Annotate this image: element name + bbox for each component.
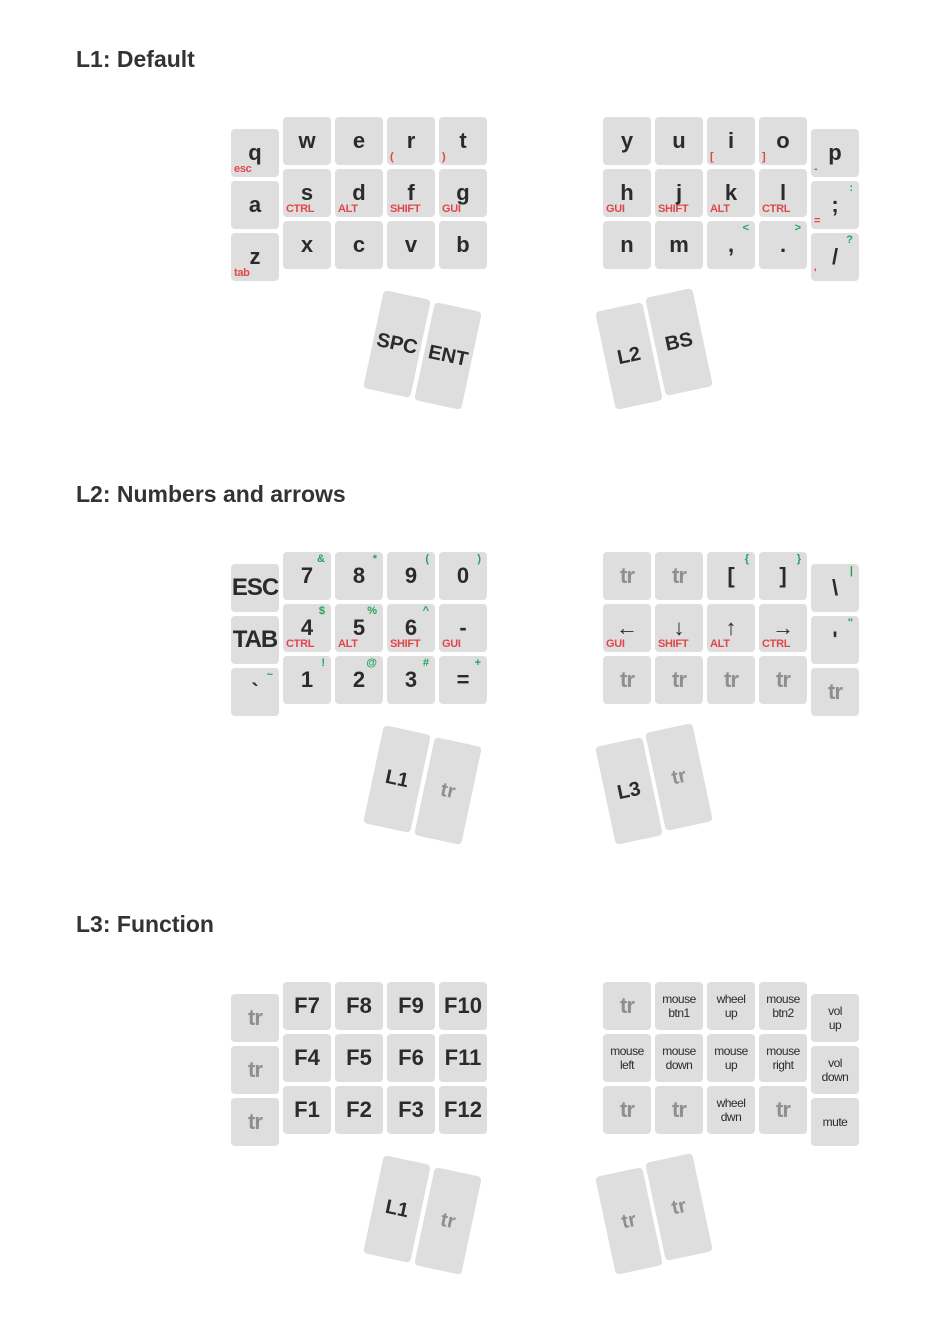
key-left-r0-c4 — [439, 982, 487, 1030]
key-label: a — [248, 192, 262, 217]
key-label: tr — [828, 679, 842, 704]
key-hold-label: ALT — [338, 638, 358, 650]
key-label: tr — [248, 1109, 262, 1134]
key-label: mouse right — [766, 1044, 800, 1072]
key-right-r1-c3 — [759, 1034, 807, 1082]
key-right-r2-c0 — [603, 1086, 651, 1134]
key-label: u — [672, 128, 686, 153]
key-label: 8 — [352, 563, 366, 588]
key-hold-label: SHIFT — [658, 638, 689, 650]
thumb-key-label: L1 — [383, 1195, 411, 1223]
key-right-r1-c2 — [707, 169, 755, 217]
key-label: ; — [831, 192, 839, 217]
key-right-r0-c3 — [759, 552, 807, 600]
key-left-r1-c4 — [439, 1034, 487, 1082]
key-right-r0-c4 — [811, 994, 859, 1042]
key-right-r1-c3 — [759, 604, 807, 652]
key-hold-label: GUI — [606, 638, 625, 650]
key-label: j — [675, 180, 683, 205]
key-left-r0-c1 — [283, 117, 331, 165]
key-left-r2-c1 — [283, 1086, 331, 1134]
key-right-r2-c1 — [655, 221, 703, 269]
key-hold-label: CTRL — [286, 638, 315, 650]
layer-2 — [0, 435, 945, 865]
key-left-r1-c2 — [335, 169, 383, 217]
key-left-r2-c1 — [283, 656, 331, 704]
key-right-r0-c1 — [655, 552, 703, 600]
key-right-r0-c2 — [707, 117, 755, 165]
key-hold-label: ALT — [710, 638, 730, 650]
key-left-r2-c2 — [335, 656, 383, 704]
key-label: F4 — [294, 1045, 320, 1070]
layer-title: L3: Function — [76, 911, 214, 937]
key-right-r0-c3 — [759, 117, 807, 165]
key-left-r2-c2 — [335, 1086, 383, 1134]
key-label: \ — [831, 575, 839, 600]
key-label: wheel dwn — [716, 1096, 746, 1124]
key-label: ← — [616, 615, 638, 640]
key-label: F3 — [398, 1097, 424, 1122]
key-shift-label: # — [422, 657, 429, 669]
key-label: v — [404, 232, 418, 257]
key-left-r1-c4 — [439, 604, 487, 652]
key-label: 9 — [404, 563, 418, 588]
key-label: 2 — [352, 667, 366, 692]
key-label: F10 — [444, 993, 482, 1018]
key-label: tr — [248, 1005, 262, 1030]
key-label: F11 — [444, 1045, 482, 1070]
thumb-key-label: BS — [663, 328, 695, 356]
key-label: n — [620, 232, 634, 257]
thumb-key-label: tr — [619, 1208, 639, 1234]
key-label: 7 — [300, 563, 314, 588]
key-label: tr — [620, 667, 634, 692]
key-right-r0-c4 — [811, 129, 859, 177]
key-label: 0 — [456, 563, 470, 588]
key-shift-label: > — [794, 222, 801, 234]
key-shift-label: ? — [846, 234, 853, 246]
key-label: 4 — [300, 615, 314, 640]
thumb-key-label: tr — [669, 764, 689, 790]
key-left-r2-c3 — [387, 656, 435, 704]
key-label: 6 — [404, 615, 418, 640]
key-hold-label: GUI — [442, 203, 461, 215]
key-right-r1-c4 — [811, 616, 859, 664]
key-shift-label: @ — [366, 657, 377, 669]
key-label: . — [779, 232, 787, 257]
key-label: ESC — [231, 574, 279, 601]
key-label: o — [776, 128, 790, 153]
key-left-r0-c4 — [439, 117, 487, 165]
key-left-r1-c2 — [335, 604, 383, 652]
key-left-r0-c3 — [387, 552, 435, 600]
key-label: tr — [248, 1057, 262, 1082]
key-hold-label: ] — [762, 151, 766, 163]
key-hold-label: SHIFT — [390, 203, 421, 215]
key-label: l — [779, 180, 787, 205]
key-label: mouse down — [662, 1044, 696, 1072]
key-label: k — [724, 180, 738, 205]
key-label: m — [669, 232, 689, 257]
key-label: vol up — [828, 1004, 842, 1032]
layer-title: L2: Numbers and arrows — [76, 481, 346, 507]
layer-3 — [0, 865, 945, 1295]
key-shift-label: * — [372, 553, 377, 565]
key-label: mouse btn1 — [662, 992, 696, 1020]
key-label: t — [459, 128, 467, 153]
key-right-r2-c3 — [759, 1086, 807, 1134]
key-label: tr — [776, 1097, 790, 1122]
key-left-r0-c3 — [387, 117, 435, 165]
key-hold-label: ALT — [338, 203, 358, 215]
key-shift-label: + — [474, 657, 481, 669]
key-left-r2-c3 — [387, 1086, 435, 1134]
key-label: y — [620, 128, 634, 153]
key-left-r1-c0 — [231, 181, 279, 229]
key-hold-label: SHIFT — [658, 203, 689, 215]
key-shift-label: ^ — [422, 605, 429, 617]
key-shift-label: & — [317, 553, 325, 565]
key-right-r2-c0 — [603, 221, 651, 269]
thumb-key-label: tr — [438, 778, 458, 804]
key-hold-label: - — [814, 163, 818, 175]
key-shift-label: " — [847, 617, 853, 629]
thumb-key-label: ENT — [426, 341, 470, 371]
key-left-r0-c0 — [231, 994, 279, 1042]
key-hold-label: tab — [234, 267, 250, 279]
key-left-r1-c0 — [231, 616, 279, 664]
key-right-r2-c1 — [655, 656, 703, 704]
key-label: wheel up — [716, 992, 746, 1020]
key-left-r1-c2 — [335, 1034, 383, 1082]
key-right-r1-c1 — [655, 1034, 703, 1082]
key-shift-label: { — [744, 553, 749, 565]
key-right-r2-c4 — [811, 668, 859, 716]
thumb-key-label: L3 — [615, 777, 643, 805]
key-label: → — [772, 615, 794, 640]
key-label: - — [459, 615, 467, 640]
key-shift-label: < — [742, 222, 749, 234]
key-left-r2-c4 — [439, 221, 487, 269]
key-label: F5 — [346, 1045, 372, 1070]
key-hold-label: = — [814, 215, 821, 227]
key-hold-label: ' — [814, 267, 817, 279]
key-right-r0-c1 — [655, 982, 703, 1030]
key-label: F2 — [346, 1097, 372, 1122]
key-left-r0-c2 — [335, 117, 383, 165]
key-hold-label: SHIFT — [390, 638, 421, 650]
key-left-r2-c0 — [231, 1098, 279, 1146]
key-left-r0-c1 — [283, 982, 331, 1030]
key-label: mouse up — [714, 1044, 748, 1072]
key-label: x — [300, 232, 314, 257]
key-right-r0-c0 — [603, 552, 651, 600]
key-right-r1-c0 — [603, 604, 651, 652]
key-label: F1 — [294, 1097, 320, 1122]
key-shift-label: ! — [321, 657, 325, 669]
key-label: 3 — [404, 667, 418, 692]
key-shift-label: $ — [318, 605, 325, 617]
key-left-r0-c0 — [231, 129, 279, 177]
key-label: = — [456, 667, 470, 692]
key-right-r2-c2 — [707, 1086, 755, 1134]
key-right-r0-c1 — [655, 117, 703, 165]
key-shift-label: ~ — [266, 669, 273, 681]
key-label: z — [249, 244, 261, 269]
key-label: w — [298, 128, 316, 153]
thumb-key-label: tr — [669, 1194, 689, 1220]
key-label: [ — [727, 563, 735, 588]
key-label: F12 — [444, 1097, 482, 1122]
key-right-r1-c2 — [707, 1034, 755, 1082]
key-left-r2-c3 — [387, 221, 435, 269]
key-hold-label: GUI — [442, 638, 461, 650]
key-right-r1-c3 — [759, 169, 807, 217]
key-label: tr — [672, 1097, 686, 1122]
key-label: F7 — [294, 993, 320, 1018]
key-label: s — [300, 180, 314, 205]
key-label: p — [828, 140, 842, 165]
key-hold-label: ) — [442, 151, 446, 163]
key-left-r0-c0 — [231, 564, 279, 612]
key-right-r0-c2 — [707, 982, 755, 1030]
key-label: c — [352, 232, 366, 257]
key-right-r2-c2 — [707, 221, 755, 269]
key-left-r0-c1 — [283, 552, 331, 600]
key-left-r0-c2 — [335, 982, 383, 1030]
key-label: mute — [822, 1115, 848, 1129]
key-label: F6 — [398, 1045, 424, 1070]
key-right-r0-c0 — [603, 982, 651, 1030]
key-left-r0-c3 — [387, 982, 435, 1030]
key-left-r1-c3 — [387, 604, 435, 652]
key-right-r1-c0 — [603, 169, 651, 217]
key-label: mouse btn2 — [766, 992, 800, 1020]
key-label: ↑ — [725, 615, 737, 640]
key-label: TAB — [232, 626, 278, 653]
key-label: i — [727, 128, 735, 153]
key-hold-label: esc — [234, 163, 252, 175]
key-left-r0-c4 — [439, 552, 487, 600]
thumb-key-label: L1 — [383, 765, 411, 793]
key-left-r1-c4 — [439, 169, 487, 217]
key-shift-label: % — [367, 605, 377, 617]
key-hold-label: ALT — [710, 203, 730, 215]
key-right-r2-c3 — [759, 656, 807, 704]
key-hold-label: CTRL — [762, 638, 791, 650]
key-hold-label: [ — [710, 151, 714, 163]
key-shift-label: | — [849, 565, 853, 577]
key-label: e — [352, 128, 366, 153]
key-right-r2-c4 — [811, 1098, 859, 1146]
key-label: g — [456, 180, 470, 205]
key-right-r2-c1 — [655, 1086, 703, 1134]
key-left-r1-c3 — [387, 1034, 435, 1082]
key-left-r2-c0 — [231, 668, 279, 716]
key-right-r1-c1 — [655, 169, 703, 217]
key-right-r1-c4 — [811, 181, 859, 229]
key-label: b — [456, 232, 470, 257]
key-hold-label: GUI — [606, 203, 625, 215]
key-right-r0-c3 — [759, 982, 807, 1030]
key-right-r2-c4 — [811, 233, 859, 281]
key-label: tr — [672, 563, 686, 588]
key-right-r1-c1 — [655, 604, 703, 652]
key-left-r2-c0 — [231, 233, 279, 281]
key-label: vol down — [821, 1056, 849, 1084]
key-left-r2-c1 — [283, 221, 331, 269]
key-label: F8 — [346, 993, 372, 1018]
key-label: tr — [620, 563, 634, 588]
layer-1 — [0, 0, 945, 430]
key-right-r0-c4 — [811, 564, 859, 612]
key-right-r1-c4 — [811, 1046, 859, 1094]
key-right-r1-c0 — [603, 1034, 651, 1082]
thumb-key-label: SPC — [374, 328, 420, 360]
key-hold-label: CTRL — [286, 203, 315, 215]
key-label: ` — [251, 679, 259, 704]
key-left-r1-c3 — [387, 169, 435, 217]
key-label: q — [248, 140, 262, 165]
thumb-key-label: L2 — [615, 342, 643, 370]
key-label: F9 — [398, 993, 424, 1018]
key-left-r2-c2 — [335, 221, 383, 269]
key-hold-label: CTRL — [762, 203, 791, 215]
key-right-r2-c2 — [707, 656, 755, 704]
key-shift-label: } — [796, 553, 801, 565]
key-left-r2-c4 — [439, 656, 487, 704]
key-label: 1 — [300, 667, 314, 692]
key-label: 5 — [352, 615, 366, 640]
key-label: ↓ — [673, 615, 685, 640]
key-label: f — [407, 180, 415, 205]
key-left-r0-c2 — [335, 552, 383, 600]
key-label: h — [620, 180, 634, 205]
key-right-r1-c2 — [707, 604, 755, 652]
key-label: ' — [832, 627, 838, 652]
key-label: tr — [620, 993, 634, 1018]
key-label: mouse left — [610, 1044, 644, 1072]
key-right-r2-c0 — [603, 656, 651, 704]
key-label: / — [831, 244, 839, 269]
key-right-r0-c0 — [603, 117, 651, 165]
key-shift-label: ( — [425, 553, 429, 565]
key-label: tr — [672, 667, 686, 692]
key-left-r1-c1 — [283, 604, 331, 652]
key-right-r2-c3 — [759, 221, 807, 269]
thumb-key-label: tr — [438, 1208, 458, 1234]
key-left-r1-c0 — [231, 1046, 279, 1094]
key-hold-label: ( — [390, 151, 394, 163]
key-label: tr — [776, 667, 790, 692]
key-left-r2-c4 — [439, 1086, 487, 1134]
key-label: d — [352, 180, 366, 205]
key-right-r0-c2 — [707, 552, 755, 600]
key-left-r1-c1 — [283, 1034, 331, 1082]
key-label: tr — [620, 1097, 634, 1122]
key-left-r1-c1 — [283, 169, 331, 217]
key-label: tr — [724, 667, 738, 692]
key-label: ] — [779, 563, 787, 588]
key-label: , — [727, 232, 735, 257]
key-shift-label: ) — [477, 553, 481, 565]
layer-title: L1: Default — [76, 46, 195, 72]
key-shift-label: : — [849, 182, 853, 194]
key-label: r — [406, 128, 416, 153]
